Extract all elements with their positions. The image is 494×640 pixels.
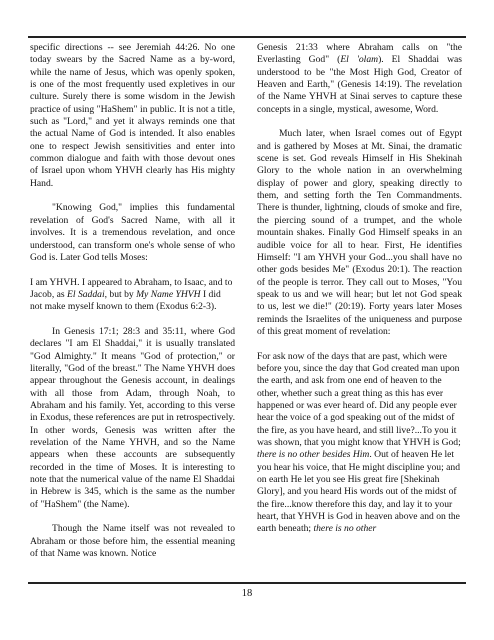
- quote-italic: El Saddai: [67, 288, 105, 300]
- bottom-rule: [28, 582, 466, 584]
- paragraph-text: ). El Shaddai was understood to be "the Most High God, Creator of Heaven and Earth," (Genesis 14:19). The revelation of the Name YHVH at Sinai serves to capture these concepts in a single, mystical, awesome, Word.: [257, 54, 462, 115]
- left-column: [30, 42, 235, 560]
- paragraph: In Genesis 17:1; 28:3 and 35:11, where God declares "I am El Shaddai," it is usually translated "God Almighty." It means "God of protection," or literally, "God of the breast." The Name YHVH does appear throughout the Genesis account, in dealings with all those from Adam, through Noah, to Abraham and his family. Yet, according to this verse in Exodus, these references are put in retrospectively. In other words, Genesis was written after the revelation of the Name YHVH, and so the Name appears when these accounts are subsequently recorded in the time of Moses. It is interesting to note that the numerical value of the name El Shaddai in Hebrew is 345, which is the same as the number of "HaShem" (the Name).: [30, 325, 235, 510]
- quote-text: . Out of heaven He let you hear his voice, that He might discipline you; and on earth He let you see His great fire [Shekinah Glory], and you heard His words out of the midst of the fire...know therefore this day, and lay it to your heart, that YHVH is God in heaven above and on the earth beneath;: [257, 449, 461, 535]
- quote-text: For ask now of the days that are past, which were before you, since the day that God created man upon the earth, and ask from one end of heaven to the other, whether such a great thing as this has ever happened or was ever heard of. Did any people ever hear the voice of a god speaking out of the midst of the fire, as you have heard, and still live?...To you it was shown, that you might know that YHVH is God;: [257, 350, 461, 448]
- paragraph: Though the Name itself was not revealed to Abraham or those before him, the essential meaning of that Name was known. Notice: [30, 523, 235, 560]
- quote-italic: there is no other: [313, 523, 377, 535]
- quote-text: I did not make myself known to them (Exodus 6:2-3).: [30, 288, 221, 313]
- top-rule: [28, 36, 466, 38]
- paragraph-text: Genesis 21:33 where Abraham calls on "the Everlasting God" (: [257, 42, 462, 66]
- paragraph: [257, 42, 462, 116]
- quote-text: I am YHVH. I appeared to Abraham, to Isaac, and to Jacob, as: [30, 276, 233, 300]
- quote-text: , but by: [104, 288, 137, 300]
- right-column: [257, 42, 462, 536]
- quote-italic: there is no other besides Him: [257, 449, 370, 461]
- paragraph: Much later, when Israel comes out of Egypt and is gathered by Moses at Mt. Sinai, the dramatic scene is set. God reveals Himself in His Shekinah Glory to the whole nation in an overwhelming display of power and glory, speaking directly to them, and setting forth the Ten Commandments. There is thunder, lightning, clouds of smoke and fire, the piercing sound of a trumpet, and the whole mountain shakes. Finally God Himself speaks in an audible voice for all to hear. First, He identifies Himself: "I am YHVH your God...you shall have no other gods besides Me" (Exodus 20:1). The reaction of the people is terror. They call out to Moses, "You speak to us and we will hear; but let not God speak to us, lest we die!" (20:19). Forty years later Moses reminds the Israelites of the uniqueness and purpose of this great moment of revelation:: [257, 128, 462, 337]
- page-number: 18: [241, 588, 253, 599]
- paragraph: "Knowing God," implies this fundamental revelation of God's Sacred Name, with all it involves. It is a tremendous revelation, and once understood, can transform one's whole sense of who God is. Later God tells Moses:: [30, 202, 235, 263]
- block-quote: [257, 351, 462, 536]
- paragraph: specific directions -- see Jeremiah 44:26. No one today swears by the Sacred Name as a by-word, while the name of Jesus, which was openly spoken, is one of the most frequently used expletives in our culture. Surely there is some wisdom in the Jewish practice of using "HaShem" in public. It is not a title, such as "Lord," and yet it always reminds one that the actual Name of God is intended. It also enables one to respect Jewish sensitivities and enter into common dialogue and faith with those devout ones of Israel upon whom YHVH clearly has His mighty Hand.: [30, 42, 235, 189]
- paragraph-italic: El 'olam: [340, 54, 379, 66]
- quote-italic: My Name YHVH: [136, 288, 201, 300]
- block-quote: [30, 277, 235, 314]
